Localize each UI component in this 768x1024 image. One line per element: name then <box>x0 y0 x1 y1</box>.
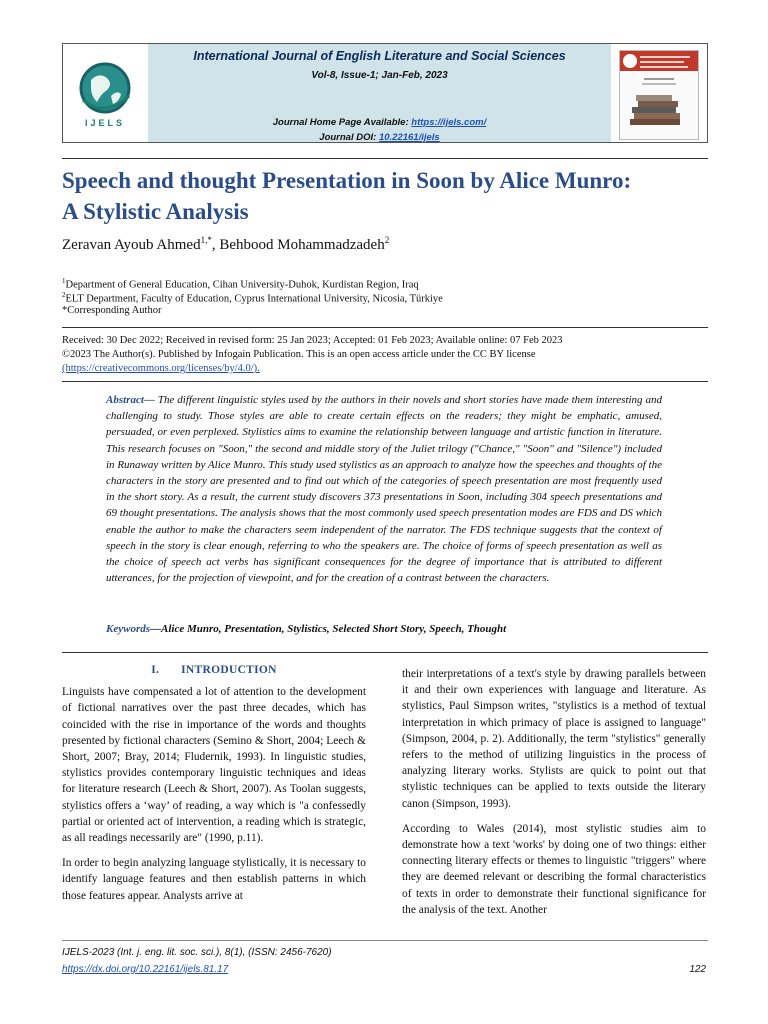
author-2-sup: 2 <box>384 235 390 245</box>
page-number: 122 <box>689 964 706 975</box>
section-heading <box>62 662 366 678</box>
logo-label: IJELS <box>84 118 125 128</box>
affil-1-sup: 1 <box>62 277 66 285</box>
journal-cover <box>611 44 707 142</box>
right-column <box>402 666 706 927</box>
journal-doi-line <box>148 132 611 143</box>
footer-rule <box>62 940 708 941</box>
license-line: ©2023 The Author(s). Published by Infogain Publication. This is an open access article under the CC BY license <box>62 349 536 360</box>
keywords <box>106 623 506 635</box>
paragraph: their interpretations of a text's style by drawing parallels between it and their own experiences with language and literature. As stylistics, Paul Simpson writes, "stylistics is a method of textual interpretation in which primacy of place is assigned to language" (Simpson, 2004, p. 2). Additionally, the term "stylistics" generally refers to the method of utilizing linguistics in the process of analyzing literary works. Stylists are quick to point out that stylistic techniques can be applied to texts outside the literary canon (Simpson, 1993). <box>402 668 706 810</box>
dates-line: Received: 30 Dec 2022; Received in revised form: 25 Jan 2023; Accepted: 01 Feb 2023; Available online: 07 Feb 2023 <box>62 335 563 346</box>
affiliation-2 <box>62 291 443 305</box>
author-1: Zeravan Ayoub Ahmed <box>62 237 201 253</box>
keywords-label: Keywords <box>106 623 150 635</box>
abstract-label: Abstract— <box>106 394 155 406</box>
abstract-text: The different linguistic styles used by the authors in their novels and short stories have made them interesting and challenging to study. Those styles are able to create certain effects on the readers; they might be emphatic, amused, persuaded, or even perplexed. Stylistics aims to examine the relationship between language and artistic function in literature. This research focuses on "Soon," the second and middle story of the Juliet trilogy ("Chance," "Soon" and "Silence") included in Runaway written by Alice Munro. This study used stylistics as an approach to analyze how the speeches and thoughts of the characters in the story are presented and to find out which of the categories of speech presentation are most frequently used in the short story. As a result, the current study discovers 373 presentations in Soon, including 304 speech presentations and 69 thought presentations. The analysis shows that the most commonly used speech presentation modes are FDS and DS which enable the author to make the characters seem independent of the narrator. The FDS technique suggests that the context of speech in the story is clear enough, referring to who the speakers are. The choice of forms of speech presentation as well as the choice of speech act verbs has significant consequences for the degree of importance that is attributed to different utterances, for the projection of viewpoint, and for the creation of a contrast between the characters. <box>106 394 662 585</box>
affiliation-1 <box>62 277 419 291</box>
affil-1-text: Department of General Education, Cihan University-Duhok, Kurdistan Region, Iraq <box>65 279 419 291</box>
section-number: I. <box>151 664 160 676</box>
dates-rule <box>62 327 708 328</box>
abstract <box>106 392 662 586</box>
footer-citation: IJELS-2023 (Int. j. eng. lit. soc. sci.), 8(1), (ISSN: 2456-7620) <box>62 947 332 958</box>
doi-label: Journal DOI: <box>319 132 379 143</box>
abstract-rule <box>62 381 708 382</box>
title-line-2: A Stylistic Analysis <box>62 199 249 224</box>
author-1-sup: 1,* <box>200 235 212 245</box>
books-icon <box>628 93 688 129</box>
affil-2-sup: 2 <box>62 291 66 299</box>
body-rule <box>62 652 708 653</box>
cover-thumbnail <box>619 50 699 140</box>
section-title: INTRODUCTION <box>181 664 277 676</box>
corresponding-author: *Corresponding Author <box>62 305 162 316</box>
article-title <box>62 165 722 227</box>
journal-header <box>62 43 708 143</box>
doi-link[interactable]: 10.22161/ijels <box>378 132 440 143</box>
left-column <box>62 662 366 913</box>
article-dates <box>62 334 712 376</box>
affil-2-text: ELT Department, Faculty of Education, Cyprus International University, Nicosia, Türkiye <box>65 293 443 305</box>
keywords-text: —Alice Munro, Presentation, Stylistics, Selected Short Story, Speech, Thought <box>150 623 507 635</box>
journal-name: International Journal of English Literature and Social Sciences <box>193 49 566 63</box>
paragraph: Linguists have compensated a lot of attention to the development of fictional narratives over the past three decades, which has coincided with the rise in importance of the words and thoughts presented by fictional characters (Semino & Short, 2004; Leech & Short, 2007; Bray, 2014; Fludernik, 1993). In linguistic studies, stylistics provides contemporary linguistic techniques and ideas for literature research (Leech & Short, 2007). As Toolan suggests, stylistics offers a ‘way’ of reading, a way which is "a confessedly partial or oriented act of intervention, a reading which is strategic, as all readings necessarily are" (1990, p.11). <box>62 686 366 845</box>
paragraph: According to Wales (2014), most stylistic studies aim to demonstrate how a text 'works' by doing one of two things: either connecting literary effects or themes to linguistic "triggers" where they are deemed relevant or describing the formal characteristics of texts in order to demonstrate their functional significance for the analysis of the text. Another <box>402 822 706 916</box>
paragraph: In order to begin analyzing language stylistically, it is necessary to identify language features and then establish patterns in which those features appear. Analysts arrive at <box>62 857 366 902</box>
authors <box>62 235 389 254</box>
author-2: , Behbood Mohammadzadeh <box>211 237 385 253</box>
journal-logo <box>63 44 148 142</box>
home-label: Journal Home Page Available: <box>272 117 412 128</box>
globe-logo-icon <box>77 60 133 116</box>
home-link[interactable]: https://ijels.com/ <box>411 117 487 128</box>
title-line-1: Speech and thought Presentation in Soon by Alice Munro: <box>62 168 632 193</box>
license-link[interactable]: (https://creativecommons.org/licenses/by/4.0/). <box>62 363 260 374</box>
header-rule <box>62 158 708 159</box>
journal-home-line <box>148 117 611 128</box>
journal-info <box>148 44 611 142</box>
footer-doi-link[interactable]: https://dx.doi.org/10.22161/ijels.81.17 <box>62 964 229 975</box>
journal-volume: Vol-8, Issue-1; Jan-Feb, 2023 <box>311 70 448 81</box>
